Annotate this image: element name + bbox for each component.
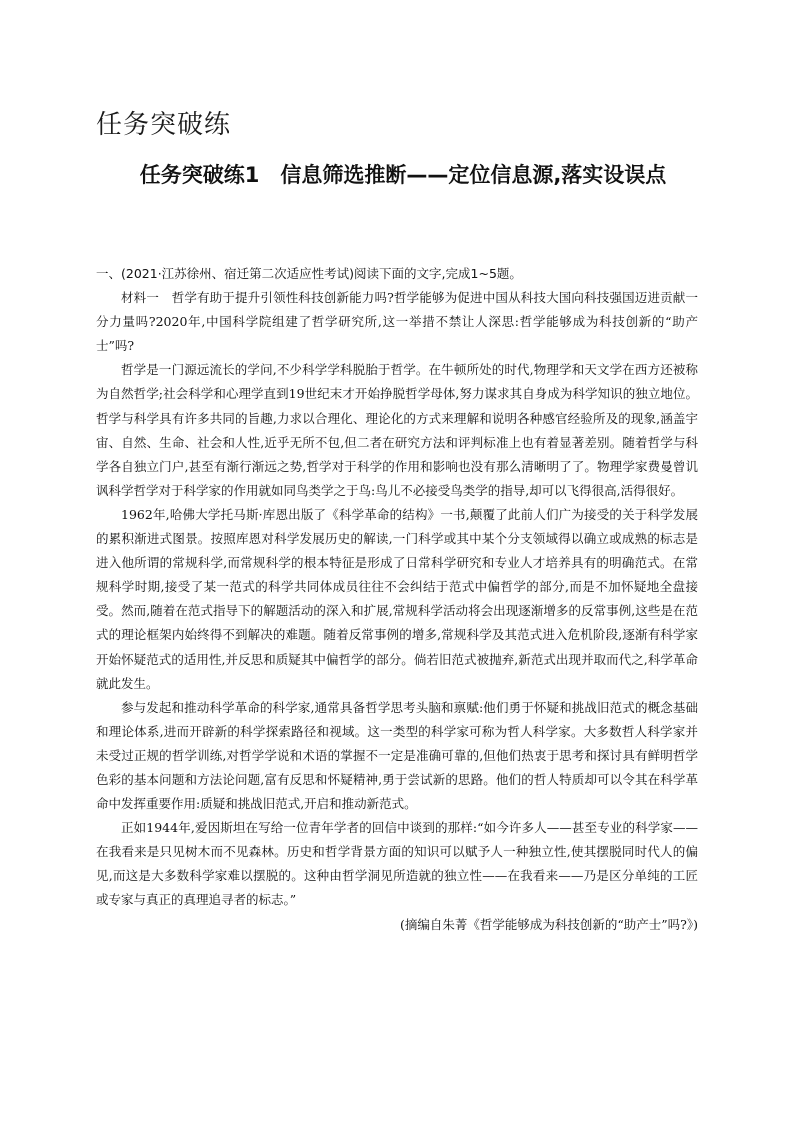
source-citation: (摘编自朱菁《哲学能够成为科技创新的“助产士”吗?》) [400, 916, 698, 932]
reading-content [96, 262, 698, 937]
section-title: 任务突破练 [96, 110, 232, 140]
material-paragraph-5: 正如1944年,爱因斯坦在写给一位青年学者的回信中谈到的那样:“如今许多人——甚至专业的科学家——在我看来是只见树木而不见森林。历史和哲学背景方面的知识可以赋予人一种独立性,使其摆脱同时代人的偏见,而这是大多数科学家难以摆脱的。这种由哲学洞见所造就的独立性——在我看来——乃是区分单纯的工匠或专家与真正的真理追寻者的标志。” [96, 820, 698, 908]
material-paragraph-2: 哲学是一门源远流长的学问,不少科学学科脱胎于哲学。在牛顿所处的时代,物理学和天文学在西方还被称为自然哲学;社会科学和心理学直到19世纪末才开始挣脱哲学母体,努力谋求其自身成为科学知识的独立地位。哲学与科学具有许多共同的旨趣,力求以合理化、理论化的方式来理解和说明各种感官经验所及的现象,涵盖宇宙、自然、生命、社会和人性,近乎无所不包,但二者在研究方法和评判标准上也有着显著差别。随着哲学与科学各自独立门户,甚至有渐行渐远之势,哲学对于科学的作用和影响也没有那么清晰明了了。物理学家费曼曾讥讽科学哲学对于科学家的作用就如同鸟类学之于鸟:鸟儿不必接受鸟类学的指导,却可以飞得很高,活得很好。 [96, 362, 698, 498]
material-paragraph-3: 1962年,哈佛大学托马斯·库恩出版了《科学革命的结构》一书,颠覆了此前人们广为接受的关于科学发展的累积渐进式图景。按照库恩对科学发展历史的解读,一门科学或其中某个分支领域得以确立或成熟的标志是进入他所谓的常规科学,而常规科学的根本特征是形成了日常科学研究和专业人才培养具有的明确范式。在常规科学时期,接受了某一范式的科学共同体成员往往不会纠结于范式中偏哲学的部分,而是不加怀疑地全盘接受。然而,随着在范式指导下的解题活动的深入和扩展,常规科学活动将会出现逐渐增多的反常事例,这些是在范式的理论框架内始终得不到解决的难题。随着反常事例的增多,常规科学及其范式进入危机阶段,逐渐有科学家开始怀疑范式的适用性,并反思和质疑其中偏哲学的部分。倘若旧范式被抛弃,新范式出现并取而代之,科学革命就此发生。 [96, 506, 698, 691]
material-paragraph-1-text: 哲学有助于提升引领性科技创新能力吗?哲学能够为促进中国从科技大国向科技强国迈进贡献一分力量吗?2020年,中国科学院组建了哲学研究所,这一举措不禁让人深思:哲学能够成为科技创新的“助产士”吗? [96, 290, 698, 354]
material-paragraph-1 [96, 286, 698, 358]
material-label: 材料一 [121, 290, 160, 306]
material-paragraph-4: 参与发起和推动科学革命的科学家,通常具备哲学思考头脑和禀赋:他们勇于怀疑和挑战旧范式的概念基础和理论体系,进而开辟新的科学探索路径和视域。这一类型的科学家可称为哲人科学家。大多数哲人科学家并未受过正规的哲学训练,对哲学学说和术语的掌握不一定是准确可靠的,但他们热衷于思考和探讨具有鲜明哲学色彩的基本问题和方法论问题,富有反思和怀疑精神,勇于尝试新的思路。他们的哲人特质却可以令其在科学革命中发挥重要作用:质疑和挑战旧范式,开启和推动新范式。 [96, 699, 698, 812]
question-intro: 一、(2021·江苏徐州、宿迁第二次适应性考试)阅读下面的文字,完成1~5题。 [96, 266, 522, 281]
task-subtitle: 任务突破练1 信息筛选推断——定位信息源,落实设误点 [139, 163, 667, 187]
